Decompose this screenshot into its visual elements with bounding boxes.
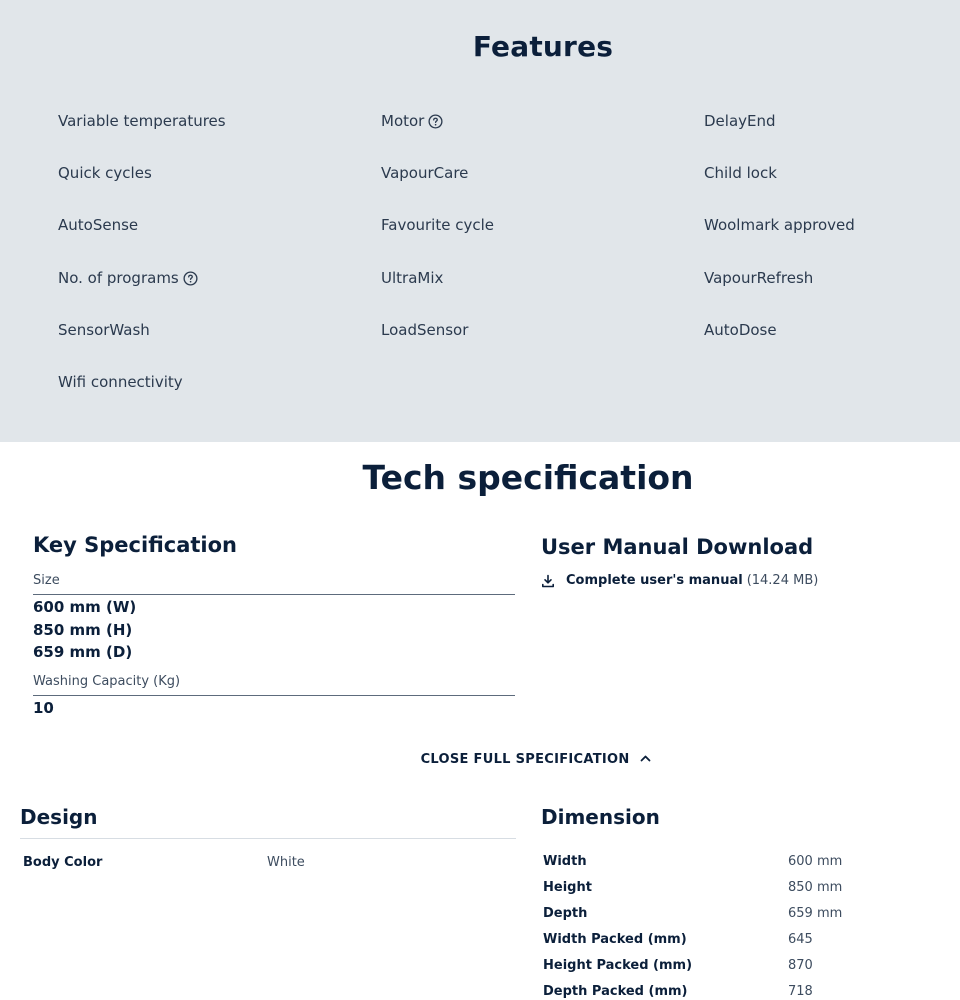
feature-item [58, 372, 226, 424]
user-manual-download [541, 535, 941, 588]
spec-value: White [267, 854, 305, 870]
manual-file-size: (14.24 MB) [746, 573, 819, 588]
feature-label: Quick cycles [58, 164, 152, 183]
size-value-width: 600 mm (W) [33, 598, 137, 616]
dimension-heading: Dimension [541, 805, 660, 829]
question-circle-icon[interactable] [428, 114, 443, 129]
spec-value: 659 mm [788, 905, 843, 921]
download-icon [541, 574, 555, 588]
dimension-rows [541, 848, 960, 1000]
capacity-label: Washing Capacity (Kg) [33, 674, 515, 696]
size-label: Size [33, 573, 515, 595]
spec-key: Depth Packed (mm) [543, 983, 688, 999]
feature-item [58, 111, 226, 163]
feature-label: VapourRefresh [704, 268, 814, 287]
feature-item [704, 268, 855, 320]
feature-item [704, 320, 855, 372]
spec-value: 718 [788, 983, 813, 999]
feature-label: VapourCare [381, 164, 469, 183]
feature-label: Child lock [704, 164, 777, 183]
key-specification [33, 533, 515, 719]
dimension-group [541, 805, 960, 1000]
feature-label: UltraMix [381, 268, 444, 287]
tech-spec-title: Tech specification [362, 458, 694, 497]
feature-item [58, 215, 226, 267]
feature-item [381, 268, 494, 320]
feature-item [58, 163, 226, 215]
design-heading: Design [20, 805, 516, 839]
key-spec-heading: Key Specification [33, 533, 237, 557]
manual-download-link[interactable] [541, 573, 941, 588]
feature-label: Wifi connectivity [58, 372, 183, 391]
spec-row [541, 874, 960, 900]
chevron-up-icon[interactable] [640, 754, 651, 762]
spec-key: Width Packed (mm) [543, 931, 687, 947]
question-circle-icon[interactable] [183, 271, 198, 286]
spec-row [541, 952, 960, 978]
feature-item [704, 215, 855, 267]
feature-item [381, 215, 494, 267]
spec-row [541, 926, 960, 952]
spec-key: Height [543, 879, 592, 895]
manual-heading: User Manual Download [541, 535, 814, 559]
spec-value: 600 mm [788, 853, 843, 869]
manual-link-label[interactable]: Complete user's manual [566, 573, 743, 588]
feature-item [381, 111, 494, 163]
spec-key: Width [543, 853, 587, 869]
feature-item [381, 320, 494, 372]
features-title: Features [472, 30, 614, 63]
spec-row [20, 849, 516, 875]
spec-row [541, 848, 960, 874]
feature-item [704, 163, 855, 215]
design-group [20, 805, 516, 875]
spec-row [541, 978, 960, 1000]
features-column-2 [381, 111, 494, 372]
feature-label: Favourite cycle [381, 216, 494, 235]
feature-item [58, 320, 226, 372]
spec-value: 645 [788, 931, 813, 947]
spec-key: Height Packed (mm) [543, 957, 693, 973]
spec-value: 850 mm [788, 879, 843, 895]
feature-label: AutoSense [58, 216, 139, 235]
features-column-3 [704, 111, 855, 372]
feature-label: DelayEnd [704, 112, 776, 130]
capacity-value: 10 [33, 698, 54, 717]
feature-item [58, 268, 226, 320]
feature-item [381, 163, 494, 215]
size-value-height: 850 mm (H) [33, 620, 133, 639]
feature-label: Variable temperatures [58, 112, 226, 130]
feature-label: SensorWash [58, 320, 150, 339]
feature-label: AutoDose [704, 320, 777, 339]
toggle-label[interactable]: CLOSE FULL SPECIFICATION [420, 752, 630, 767]
spec-row [541, 900, 960, 926]
size-value-depth: 659 mm (D) [33, 643, 133, 661]
feature-label: No. of programs [58, 268, 179, 287]
feature-label: Motor [381, 112, 425, 130]
close-full-spec-button[interactable] [0, 752, 960, 767]
spec-key: Body Color [23, 854, 103, 870]
design-rows [20, 849, 516, 875]
spec-key: Depth [543, 905, 588, 921]
features-section [0, 0, 960, 442]
feature-label: Woolmark approved [704, 216, 855, 235]
features-column-1 [58, 111, 226, 424]
feature-label: LoadSensor [381, 320, 469, 339]
feature-item [704, 111, 855, 163]
spec-value: 870 [788, 957, 813, 973]
